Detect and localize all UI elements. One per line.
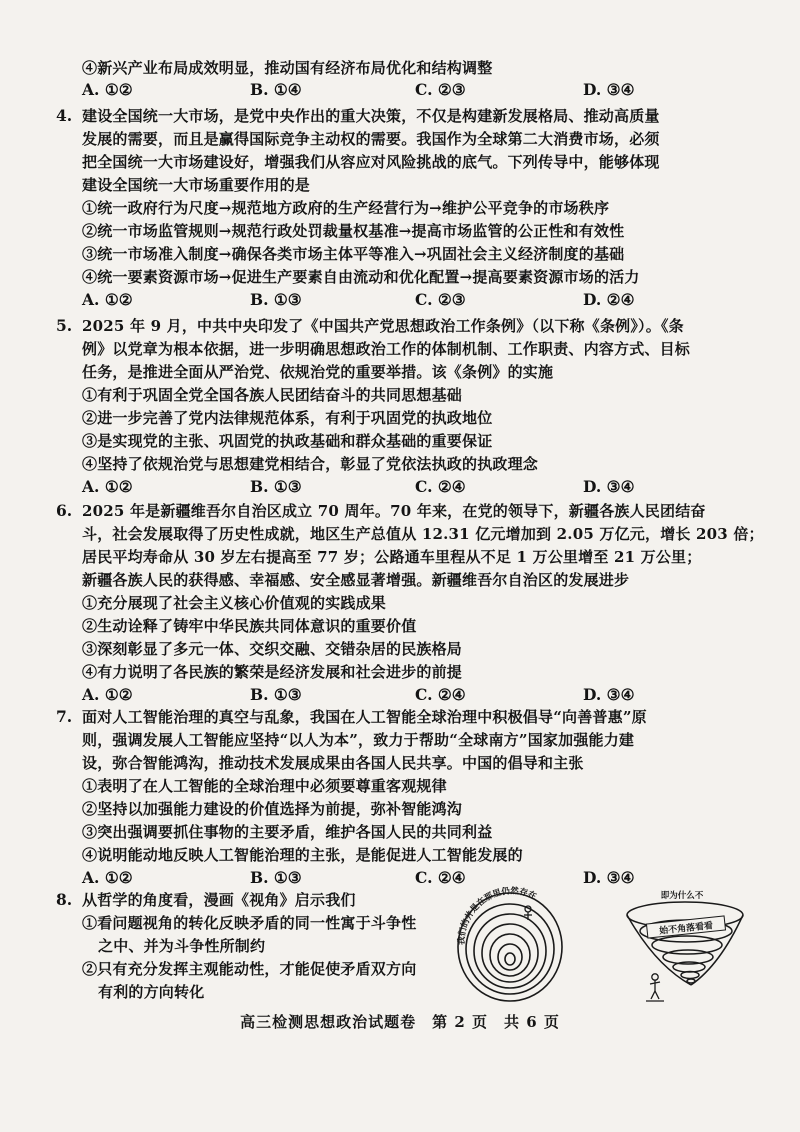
q6-stem-line: 居民平均寿命从 30 岁左右提高至 77 岁；公路通车里程从不足 1 万公里增至 21 万公里； [82,548,702,566]
q8-item-2: ②只有充分发挥主观能动性，才能促使矛盾双方向 [82,960,417,978]
q5-option-a: A. ①② [82,477,133,496]
cartoon-figure-right [646,974,664,1001]
q8-number: 8. [56,890,73,909]
q3-option-c: C. ②③ [415,80,466,99]
q7-stem-line: 面对人工智能治理的真空与乱象，我国在人工智能全球治理中积极倡导“向善普惠”原 [82,708,647,726]
q3-item-4: ④新兴产业布局成效明显，推动国有经济布局优化和结构调整 [82,59,493,77]
q7-option-d: D. ③④ [583,868,635,887]
q5-stem-line: 例》以党章为根本依据，进一步明确思想政治工作的体制机制、工作职责、内容方式、目标 [82,340,691,358]
q5-item-2: ②进一步完善了党内法律规范体系，有利于巩固党的执政地位 [82,409,493,427]
q4-stem-line: 发展的需要，而且是赢得国际竞争主动权的需要。我国作为全球第二大消费市场，必须 [82,130,660,148]
cartoon-right-caption: 即为什么不 [660,891,704,901]
q7-number: 7. [56,707,73,726]
q4-option-a: A. ①② [82,290,133,309]
q7-item-2: ②坚持以加强能力建设的价值选择为前提，弥补智能鸿沟 [82,800,463,818]
q3-option-b: B. ①④ [250,80,302,99]
q4-item-2: ②统一市场监管规则→规范行政处罚裁量权基准→提高市场监管的公正性和有效性 [82,222,625,240]
q5-stem-line: 2025 年 9 月，中共中央印发了《中国共产党思想政治工作条例》（以下称《条例》）。《条 [82,317,684,335]
q5-option-b: B. ①③ [250,477,302,496]
q4-option-c: C. ②③ [415,290,466,309]
q5-number: 5. [56,316,73,335]
q6-item-4: ④有力说明了各民族的繁荣是经济发展和社会进步的前提 [82,663,463,681]
q4-number: 4. [56,106,73,125]
q4-option-d: D. ②④ [583,290,635,309]
q4-item-3: ③统一市场准入制度→确保各类市场主体平等准入→巩固社会主义经济制度的基础 [82,245,625,263]
cartoon-band-caption: 始不角落看看 [658,921,714,937]
q4-item-4: ④统一要素资源市场→促进生产要素自由流动和优化配置→提高要素资源市场的活力 [82,268,640,286]
q6-option-d: D. ③④ [583,685,635,704]
q7-stem-line: 则，强调发展人工智能应坚持“以人为本”，致力于帮助“全球南方”国家加强能力建 [82,731,635,749]
cartoon-funnel [627,902,743,985]
q6-option-a: A. ①② [82,685,133,704]
q7-option-a: A. ①② [82,868,133,887]
q8-item-1-cont: 之中、并为斗争性所制约 [98,937,266,955]
q5-item-4: ④坚持了依规治党与思想建党相结合，彰显了党依法执政的执政理念 [82,455,539,473]
q3-option-a: A. ①② [82,80,133,99]
q7-option-c: C. ②④ [415,868,466,887]
q6-stem-line: 斗，社会发展取得了历史性成就，地区生产总值从 12.31 亿元增加到 2.05 万亿元，增长 203 倍； [82,525,764,543]
cartoon-left-caption: 我们的井是在那里仍然存在 [456,886,538,946]
q5-option-d: D. ③④ [583,477,635,496]
q3-option-d: D. ③④ [583,80,635,99]
q6-number: 6. [56,501,73,520]
q6-stem-line: 2025 年是新疆维吾尔自治区成立 70 周年。70 年来，在党的领导下，新疆各族人民团结奋 [82,502,706,520]
q4-stem-line: 建设全国统一大市场重要作用的是 [82,176,311,194]
q6-item-1: ①充分展现了社会主义核心价值观的实践成果 [82,594,387,612]
q5-item-1: ①有利于巩固全党全国各族人民团结奋斗的共同思想基础 [82,386,463,404]
q5-stem-line: 任务，是推进全面从严治党、依规治党的重要举措。该《条例》的实施 [82,363,554,381]
q7-item-4: ④说明能动地反映人工智能治理的主张，是能促进人工智能发展的 [82,846,523,864]
q6-stem-line: 新疆各族人民的获得感、幸福感、安全感显著增强。新疆维吾尔自治区的发展进步 [82,571,630,589]
q4-item-1: ①统一政府行为尺度→规范地方政府的生产经营行为→维护公平竞争的市场秩序 [82,199,610,217]
q7-option-b: B. ①③ [250,868,302,887]
q6-item-3: ③深刻彰显了多元一体、交织交融、交错杂居的民族格局 [82,640,463,658]
page-footer: 高三检测思想政治试题卷 第 2 页 共 6 页 [240,1013,560,1031]
q5-item-3: ③是实现党的主张、巩固党的执政基础和群众基础的重要保证 [82,432,493,450]
q4-option-b: B. ①③ [250,290,302,309]
q6-option-c: C. ②④ [415,685,466,704]
q4-stem-line: 建设全国统一大市场，是党中央作出的重大决策，不仅是构建新发展格局、推动高质量 [82,107,660,125]
q6-option-b: B. ①③ [250,685,302,704]
cartoon-perspective [450,885,780,1010]
q7-item-1: ①表明了在人工智能的全球治理中必须要尊重客观规律 [82,777,447,795]
q4-stem-line: 把全国统一大市场建设好，增强我们从容应对风险挑战的底气。下列传导中，能够体现 [82,153,660,171]
q7-item-3: ③突出强调要抓住事物的主要矛盾，维护各国人民的共同利益 [82,823,493,841]
q8-item-2-cont: 有利的方向转化 [98,983,205,1001]
q8-stem-line: 从哲学的角度看，漫画《视角》启示我们 [82,891,356,909]
q6-item-2: ②生动诠释了铸牢中华民族共同体意识的重要价值 [82,617,417,635]
q8-item-1: ①看问题视角的转化反映矛盾的同一性寓于斗争性 [82,914,417,932]
q5-option-c: C. ②④ [415,477,466,496]
q7-stem-line: 设，弥合智能鸿沟，推动技术发展成果由各国人民共享。中国的倡导和主张 [82,754,584,772]
